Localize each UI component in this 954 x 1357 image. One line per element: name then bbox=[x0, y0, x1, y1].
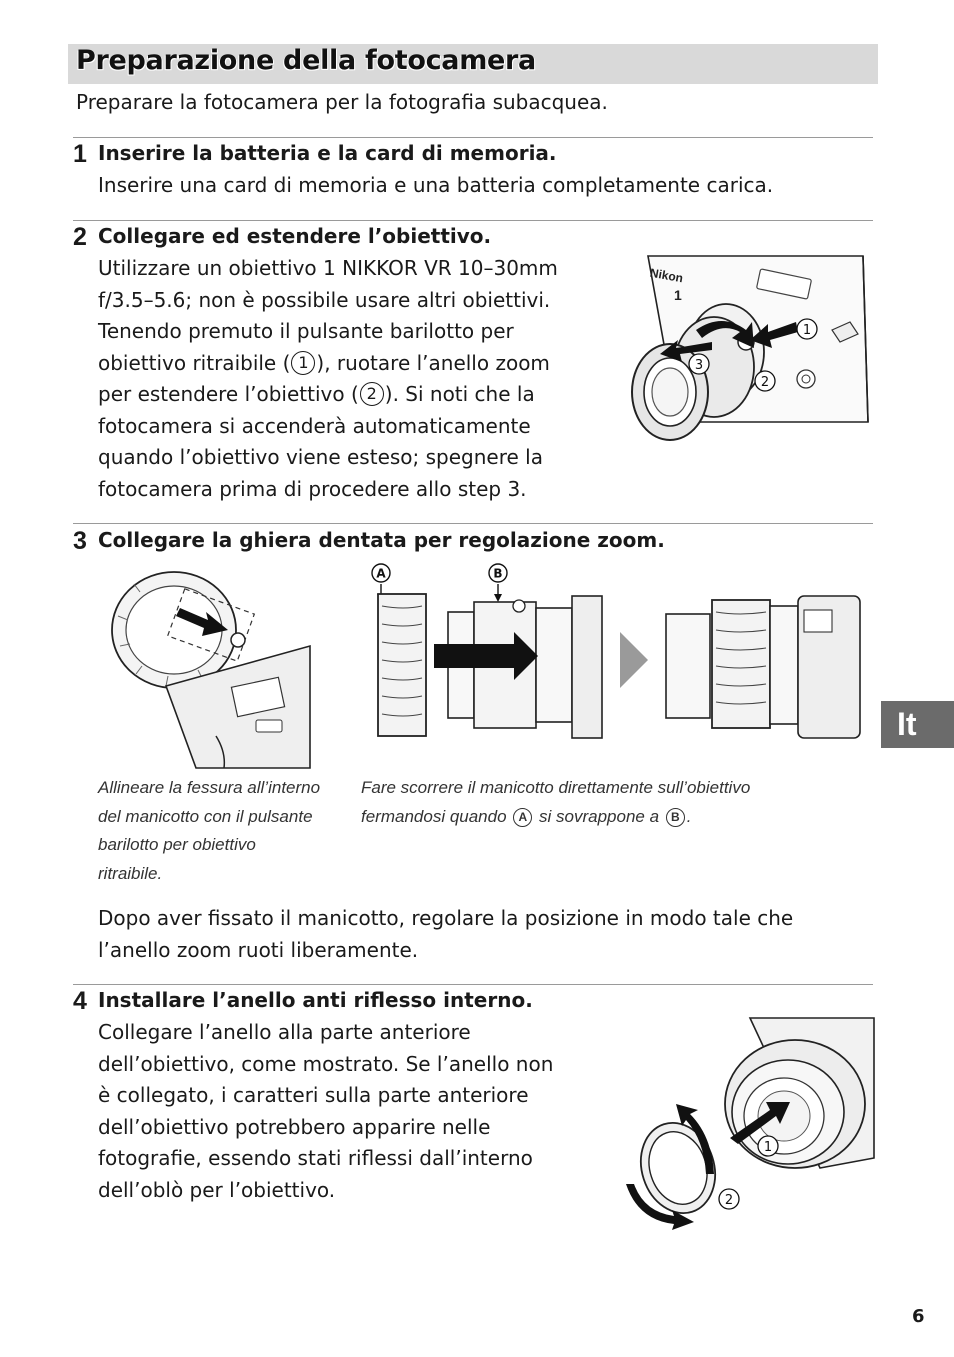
step-1-text: Inserire una card di memoria e una batteria completamente carica. bbox=[98, 173, 774, 197]
camera-lens-illustration bbox=[618, 252, 870, 444]
svg-text:2: 2 bbox=[760, 375, 770, 390]
text-line: dell’obiettivo potrebbero apparire nelle bbox=[98, 1114, 491, 1139]
divider bbox=[73, 137, 873, 138]
marker-b: B bbox=[666, 808, 685, 827]
divider bbox=[73, 984, 873, 985]
step-3-after-text bbox=[98, 903, 793, 966]
divider bbox=[73, 523, 873, 524]
svg-text:Nikon: Nikon bbox=[648, 265, 685, 286]
text-line: fotografie, essendo stati riflessi dall’interno bbox=[98, 1146, 533, 1170]
page-title: Preparazione della fotocamera bbox=[76, 45, 536, 76]
text-line: dell’obiettivo, come mostrato. Se l’anello non bbox=[98, 1051, 554, 1076]
step-3-heading: Collegare la ghiera dentata per regolazione zoom. bbox=[98, 528, 665, 552]
marker-2: 2 bbox=[360, 382, 384, 406]
sleeve-alignment-illustration bbox=[106, 566, 310, 768]
step-4-heading: Installare l’anello anti riflesso interno. bbox=[98, 988, 533, 1012]
text-line: quando l’obiettivo viene esteso; spegnere la bbox=[98, 445, 543, 469]
svg-text:2: 2 bbox=[724, 1193, 734, 1208]
sleeve-slide-illustration bbox=[364, 562, 866, 742]
text-line: f/3.5–5.6; non è possibile usare altri obiettivi. bbox=[98, 287, 551, 312]
svg-text:3: 3 bbox=[694, 358, 704, 373]
language-tab: It bbox=[881, 701, 954, 748]
step-2-heading: Collegare ed estendere l’obiettivo. bbox=[98, 224, 492, 248]
step-2-text bbox=[98, 253, 558, 505]
intro-text: Preparare la fotocamera per la fotografia subacquea. bbox=[76, 90, 608, 114]
caption-line: ritraibile. bbox=[98, 863, 163, 883]
page-number: 6 bbox=[912, 1306, 925, 1327]
step-2-number: 2 bbox=[73, 223, 87, 251]
svg-text:1: 1 bbox=[674, 287, 682, 303]
caption-line: del manicotto con il pulsante bbox=[98, 806, 313, 826]
svg-text:1: 1 bbox=[763, 1140, 773, 1155]
step-4-number: 4 bbox=[73, 987, 87, 1015]
caption-line: Allineare la fessura all’interno bbox=[98, 778, 321, 797]
svg-text:B: B bbox=[493, 566, 503, 581]
caption-line: Fare scorrere il manicotto direttamente sull’obiettivo bbox=[361, 778, 751, 797]
text-line: l’anello zoom ruoti liberamente. bbox=[98, 937, 419, 962]
step-1-number: 1 bbox=[73, 140, 87, 168]
text-line: Utilizzare un obiettivo 1 NIKKOR VR 10–30mm bbox=[98, 256, 558, 280]
text-line: obiettivo ritraibile ( 1 ), ruotare l’anello zoom bbox=[98, 350, 550, 375]
step-4-text bbox=[98, 1017, 553, 1206]
caption-left bbox=[98, 774, 320, 888]
svg-text:1: 1 bbox=[802, 323, 812, 338]
text-line: Dopo aver fissato il manicotto, regolare la posizione in modo tale che bbox=[98, 906, 794, 930]
svg-text:A: A bbox=[376, 566, 386, 581]
text-line: fotocamera si accenderà automaticamente bbox=[98, 413, 531, 438]
anti-reflection-ring-illustration bbox=[620, 1018, 874, 1230]
divider bbox=[73, 220, 873, 221]
text-line: Tenendo premuto il pulsante barilotto per bbox=[98, 319, 514, 343]
step-3-number: 3 bbox=[73, 527, 87, 555]
step-1-heading: Inserire la batteria e la card di memoria. bbox=[98, 141, 557, 165]
text-line: fotocamera prima di procedere allo step 3. bbox=[98, 476, 527, 501]
caption-line: barilotto per obiettivo bbox=[98, 835, 256, 854]
text-line: è collegato, i caratteri sulla parte anteriore bbox=[98, 1083, 529, 1107]
marker-1: 1 bbox=[291, 351, 315, 375]
text-line: Collegare l’anello alla parte anteriore bbox=[98, 1020, 471, 1044]
text-line: per estendere l’obiettivo ( 2 ). Si noti che la bbox=[98, 382, 535, 406]
caption-line: fermandosi quando A si sovrappone a B . bbox=[361, 806, 692, 826]
caption-right bbox=[361, 774, 750, 831]
text-line: dell’oblò per l’obiettivo. bbox=[98, 1177, 336, 1202]
marker-a: A bbox=[513, 808, 532, 827]
